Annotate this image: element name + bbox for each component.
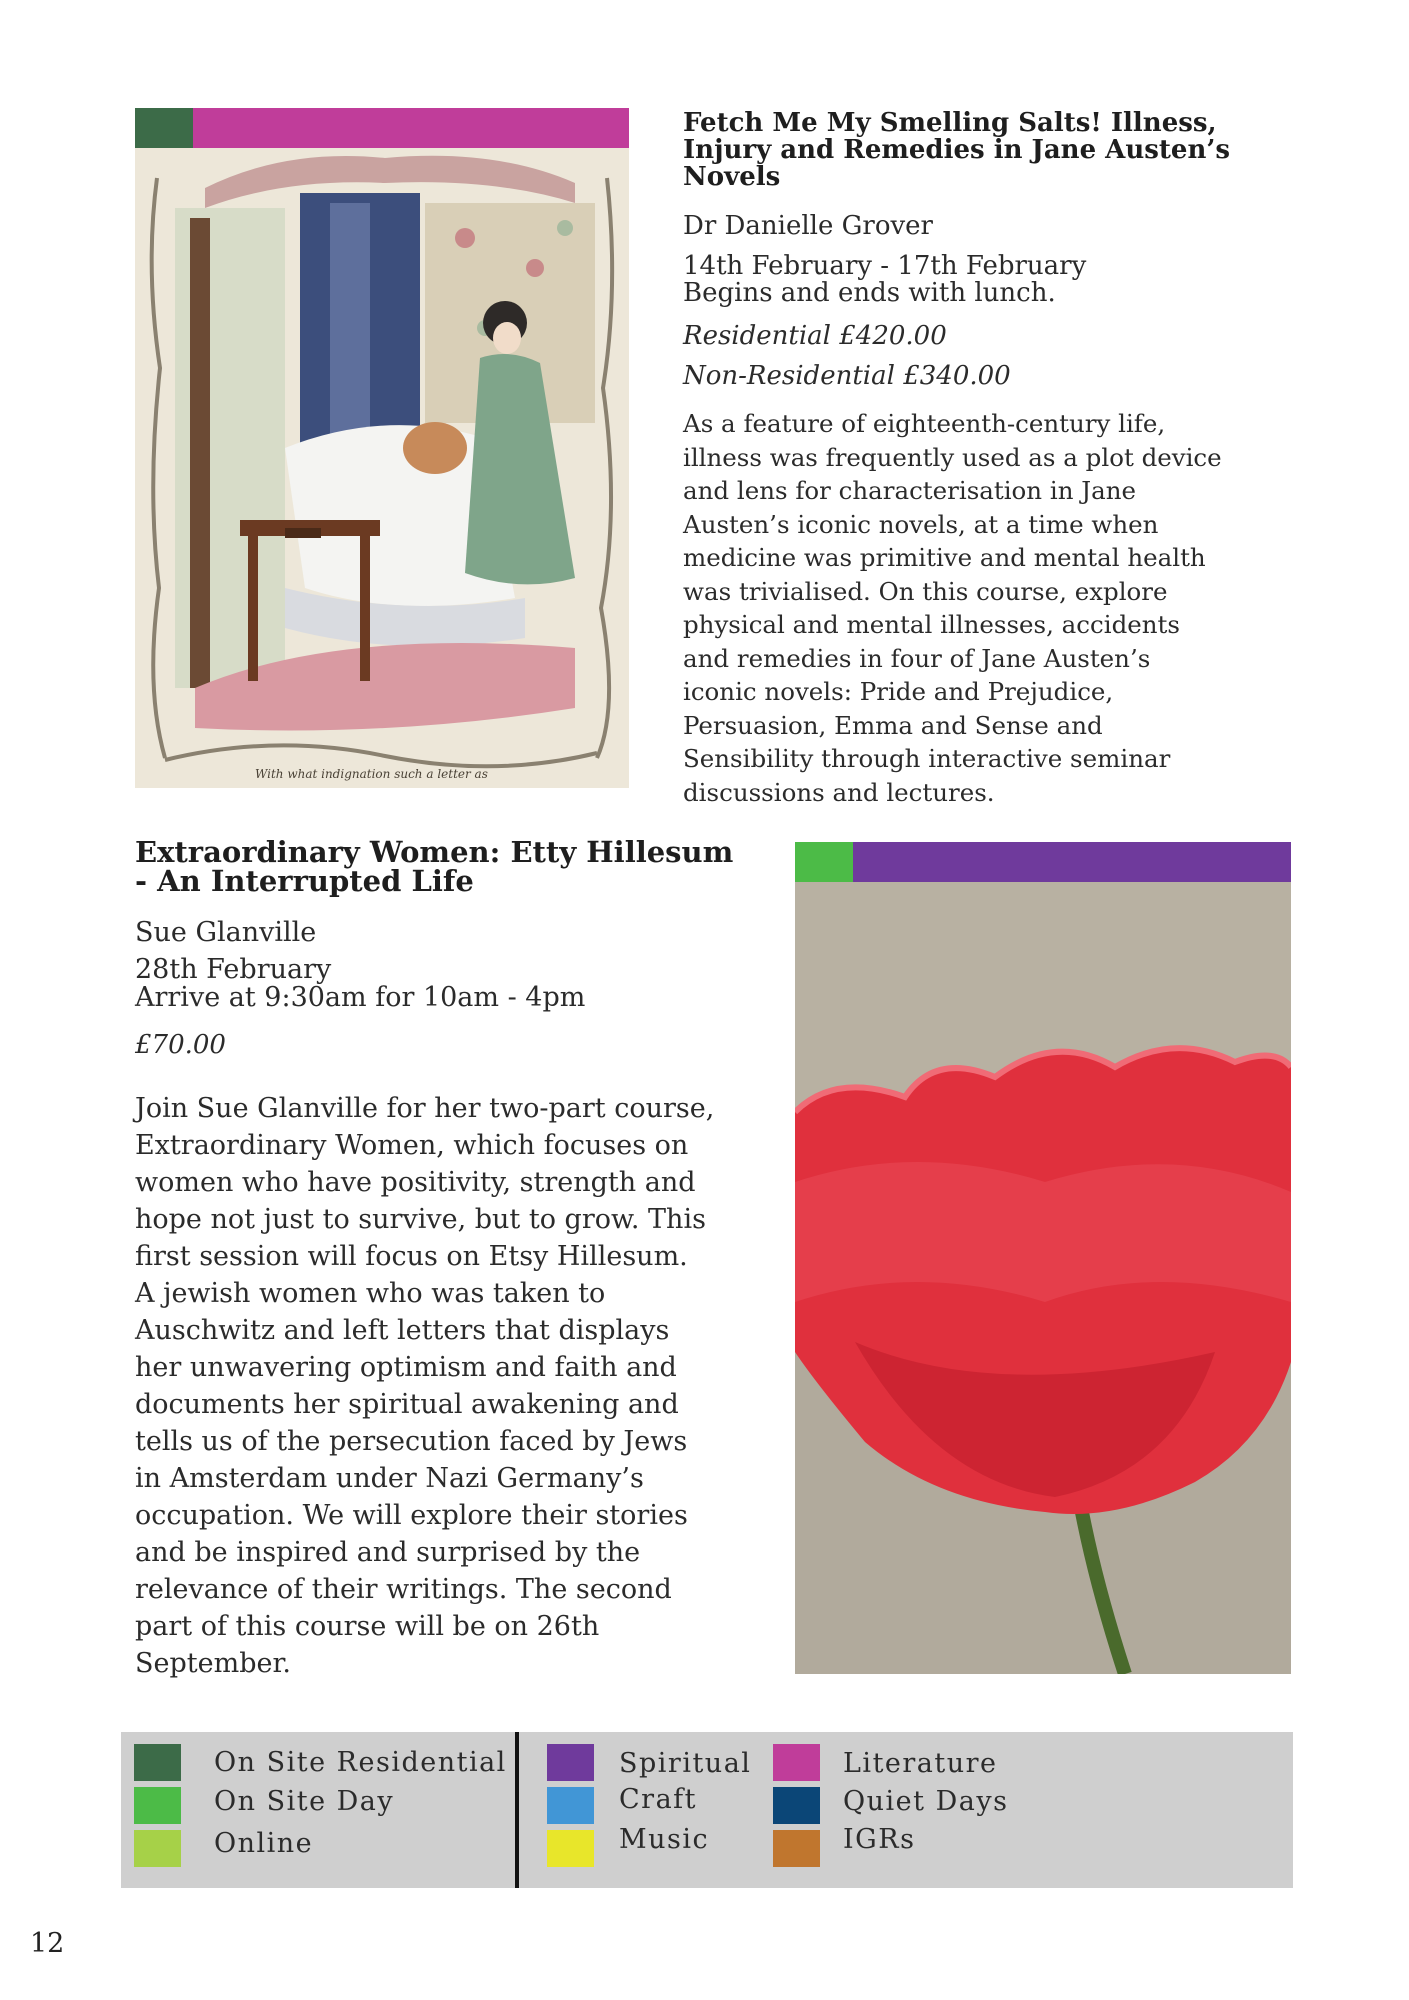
legend-label-music: Music — [619, 1824, 710, 1855]
course1-description: As a feature of eighteenth-century life, illness was frequently used as a plot device and lens for characterisation in Jane Austen’s iconic novels, at a time when medicine was primitive and mental health was trivialised. On this course, explore physical and mental illnesses, accidents and remedies in four of Jane Austen’s iconic novels: Pride and Prejudice, Persuasion, Emma and Sense and Sensibility through interactive seminar discussions and lectures. — [683, 409, 1222, 807]
category-bar-spiritual — [853, 842, 1291, 882]
course1-illustration — [135, 148, 629, 788]
page-number: 12 — [30, 1928, 65, 1959]
category-bar-residential — [135, 108, 193, 148]
course2-timing: Arrive at 9:30am for 10am - 4pm — [135, 982, 586, 1013]
legend-label-on-site-day: On Site Day — [214, 1786, 395, 1817]
legend-swatch-quiet-days — [773, 1787, 820, 1824]
legend-label-quiet-days: Quiet Days — [843, 1786, 1009, 1817]
course2-details — [135, 835, 755, 1682]
category-bar-literature — [193, 108, 629, 148]
poppy-photo — [795, 882, 1291, 1674]
residential-price: £420.00 — [839, 321, 947, 351]
course1-title: Fetch Me My Smelling Salts! Illness, Injury and Remedies in Jane Austen’s Novels — [683, 108, 1231, 192]
course2-price: £70.00 — [135, 1030, 226, 1060]
course1-details — [683, 110, 1243, 809]
course1-dates: 14th February - 17th February — [683, 251, 1087, 281]
legend-label-literature: Literature — [843, 1748, 998, 1779]
legend-label-on-site-residential: On Site Residential — [214, 1747, 507, 1778]
nonresidential-price: £340.00 — [903, 361, 1011, 391]
legend-swatch-craft — [547, 1787, 594, 1824]
course2-title: Extraordinary Women: Etty Hillesum - An Interrupted Life — [135, 835, 734, 898]
nonresidential-label: Non-Residential — [683, 361, 895, 391]
legend-label-igrs: IGRs — [843, 1824, 916, 1855]
category-bar-day — [795, 842, 853, 882]
residential-label: Residential — [683, 321, 831, 351]
legend-swatch-on-site-day — [134, 1787, 181, 1824]
legend-swatch-spiritual — [547, 1744, 594, 1781]
legend-swatch-literature — [773, 1744, 820, 1781]
legend-divider — [515, 1732, 519, 1888]
course1-presenter: Dr Danielle Grover — [683, 211, 933, 241]
course2-date: 28th February — [135, 954, 332, 985]
illustration-caption: With what indignation such a letter as — [255, 767, 488, 781]
legend-label-online: Online — [214, 1828, 314, 1859]
legend-swatch-igrs — [773, 1830, 820, 1867]
course1-residential — [683, 321, 1243, 351]
course1-nonresidential — [683, 361, 1243, 391]
legend-label-spiritual: Spiritual — [619, 1748, 752, 1779]
course2-description: Join Sue Glanville for her two-part course, Extraordinary Women, which focuses on women who have positivity, strength and hope not just to survive, but to grow. This first session will focus on Etsy Hillesum. A jewish women who was taken to Auschwitz and left letters that displays her unwavering optimism and faith and documents her spiritual awakening and tells us of the persecution faced by Jews in Amsterdam under Nazi Germany’s occupation. We will explore their stories and be inspired and surprised by the relevance of their writings. The second part of this course will be on 26th September. — [135, 1093, 715, 1679]
category-legend — [121, 1732, 1293, 1888]
legend-swatch-online — [134, 1830, 181, 1867]
legend-label-craft: Craft — [619, 1784, 698, 1815]
course1-timing: Begins and ends with lunch. — [683, 278, 1056, 308]
legend-swatch-on-site-residential — [134, 1744, 181, 1781]
legend-swatch-music — [547, 1830, 594, 1867]
course2-presenter: Sue Glanville — [135, 917, 317, 948]
